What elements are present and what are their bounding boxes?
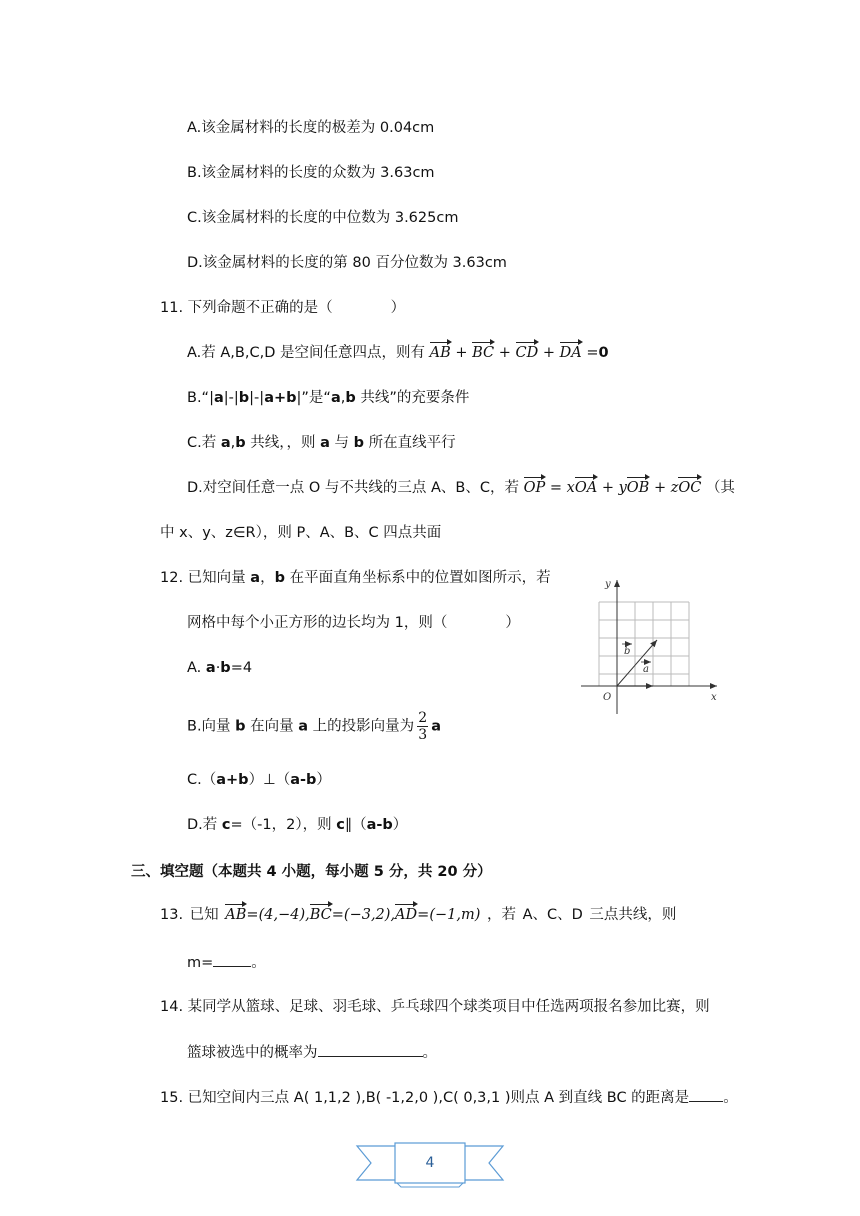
y-axis-label: y <box>605 579 611 590</box>
vector-b: b <box>345 390 356 406</box>
q14-number: 14. <box>160 999 184 1015</box>
q11-stem <box>160 298 405 318</box>
fraction-two-thirds <box>417 710 428 743</box>
vector-a-label: a <box>643 664 649 675</box>
q11-option-a: A.若 A,B,C,D 是空间任意四点，则有 AB + BC + CD + DA =0 <box>187 345 609 361</box>
q11-b-text: B.“| <box>187 390 214 406</box>
q11-option-b <box>187 388 469 408</box>
q10-option-b: B.该金属材料的长度的众数为 3.63cm <box>187 165 435 181</box>
q11-option-d-line2: 中 x、y、z∈R），则 P、A、B、C 四点共面 <box>160 525 442 541</box>
q12-c-text: C.（ <box>187 772 217 788</box>
q12-b-text: B.向量 <box>187 718 236 735</box>
q15-answer-blank[interactable] <box>689 1087 723 1102</box>
fraction-numerator: 2 <box>418 710 428 726</box>
q12-option-c <box>187 770 331 790</box>
vector-oc: OC <box>678 480 702 496</box>
q13-answer-blank[interactable] <box>213 952 251 967</box>
q11-b-comma: , <box>340 390 346 406</box>
vector-grid-figure <box>575 574 725 719</box>
q11-c-text: C.若 <box>187 435 221 451</box>
vector-a-plus-b: a+b <box>216 772 249 788</box>
q12-a-text: =4 <box>230 660 253 676</box>
q13-line2 <box>187 952 266 973</box>
vector-ab: AB <box>225 907 247 923</box>
vector-b: b <box>235 435 246 451</box>
q11-b-text: |-| <box>223 390 239 406</box>
q11-number: 11. <box>160 300 184 316</box>
dot-operator: · <box>215 660 221 676</box>
q13-var-m: m <box>460 907 475 923</box>
vector-a-minus-b: a-b <box>366 817 393 833</box>
q15-number: 15. <box>160 1090 184 1106</box>
vector-cd: CD <box>515 345 539 361</box>
section3-heading: 三、填空题（本题共 4 小题，每小题 5 分，共 20 分） <box>131 864 492 880</box>
q14-answer-blank[interactable] <box>318 1042 423 1057</box>
vector-op: OP <box>523 480 546 496</box>
vector-c: c <box>336 817 345 833</box>
q11-a-prefix: A.若 A,B,C,D 是空间任意四点，则有 <box>187 345 425 361</box>
q12-d-text: ） <box>392 817 408 833</box>
q14-answer-prefix: 篮球被选中的概率为 <box>187 1045 318 1061</box>
q14-answer-suffix: 。 <box>422 1045 437 1061</box>
vector-a: a <box>250 570 261 586</box>
q13-number: 13. <box>160 907 184 923</box>
vector-bc: BC <box>472 345 495 361</box>
q12-option-b <box>187 710 441 743</box>
q13-val-ab: (4,−4) <box>258 907 306 923</box>
q12-b-text: 上的投影向量为 <box>308 718 415 735</box>
q11-d-prefix: D.对空间任意一点 O 与不共线的三点 A、B、C，若 <box>187 480 520 496</box>
q13-val-bc: (−3,2) <box>343 907 391 923</box>
fraction-denominator: 3 <box>418 727 428 743</box>
q10-option-c: C.该金属材料的长度的中位数为 3.625cm <box>187 210 459 226</box>
q12-option-d <box>187 815 407 835</box>
vector-oa: OA <box>574 480 598 496</box>
q11-option-d: D.对空间任意一点 O 与不共线的三点 A、B、C，若 OP = xOA + yOB + zOC （其 <box>187 480 735 496</box>
q12-stem-text: 已知向量 <box>187 570 251 586</box>
origin-label: O <box>603 692 612 703</box>
q12-d-text: =（-1，2），则 <box>230 817 337 833</box>
q11-c-text: 与 <box>329 435 354 451</box>
vector-ob: OB <box>626 480 650 496</box>
vector-a: a <box>205 660 216 676</box>
q12-c-text: ） <box>316 772 331 788</box>
q11-c-text: 所在直线平行 <box>364 435 456 451</box>
q14-text: 某同学从篮球、足球、羽毛球、乒乓球四个球类项目中任选两项报名参加比赛，则 <box>187 999 710 1015</box>
vector-a: a <box>330 390 341 406</box>
q12-b-text: 在向量 <box>245 718 299 735</box>
vector-b: b <box>238 390 250 406</box>
vector-a-minus-b: a-b <box>290 772 317 788</box>
q12-option-a <box>187 658 252 678</box>
q12-stem-text: 在平面直角坐标系中的位置如图所示，若 <box>284 570 551 586</box>
vector-b-label: b <box>624 646 631 657</box>
vector-a: a <box>213 390 224 406</box>
q11-stem-text: 下列命题不正确的是（ ） <box>187 300 406 316</box>
q11-c-text: 共线，，则 <box>245 435 321 451</box>
coef-z: z <box>670 480 679 496</box>
q11-d-suffix: （其 <box>705 480 735 496</box>
q10-option-a: A.该金属材料的长度的极差为 0.04cm <box>187 120 435 136</box>
vector-b-arrow <box>617 640 657 686</box>
q14-line2 <box>187 1042 437 1063</box>
vector-bc: BC <box>309 907 332 923</box>
q12-d-text: D.若 <box>187 817 222 833</box>
q12-stem <box>160 568 551 588</box>
vector-ad: AD <box>395 907 418 923</box>
q13-stem: 13. 已知 AB=(4,−4),BC=(−3,2),AD=(−1,m) ，若 A、C、D 三点共线，则 <box>160 907 677 923</box>
coef-x: x <box>566 480 575 496</box>
vector-a: a <box>220 435 231 451</box>
q13-prefix: 已知 <box>189 907 219 923</box>
q10-option-d: D.该金属材料的长度的第 80 百分位数为 3.63cm <box>187 255 507 271</box>
zero-vector: 0 <box>598 345 609 361</box>
vector-b: b <box>220 660 231 676</box>
q12-stem-text: ， <box>260 570 275 586</box>
vector-a-plus-b: a+b <box>264 390 297 406</box>
q11-b-text: 共线”的充要条件 <box>355 390 470 406</box>
coef-y: y <box>618 480 627 496</box>
q13-answer-suffix: 。 <box>251 955 266 971</box>
q15-answer-suffix: 。 <box>723 1090 738 1106</box>
vector-ab: AB <box>429 345 451 361</box>
q11-b-text: |”是“ <box>296 390 331 406</box>
q13-answer-prefix: m= <box>187 955 214 971</box>
q13-suffix: ，若 A、C、D 三点共线，则 <box>487 907 677 923</box>
page-footer <box>355 1140 505 1190</box>
q11-option-c <box>187 433 456 453</box>
vector-a: a <box>320 435 330 451</box>
q12-number: 12. <box>160 570 184 586</box>
vector-b: b <box>353 435 365 451</box>
vector-b: b <box>235 718 246 735</box>
q13-close-paren: ) <box>474 907 481 923</box>
page-number: 4 <box>425 1155 435 1171</box>
q15-stem <box>160 1087 738 1108</box>
q13-val-ad: (−1, <box>429 907 461 923</box>
perpendicular-symbol: ）⊥（ <box>248 772 291 788</box>
vector-da: DA <box>559 345 582 361</box>
vector-c: c <box>221 817 231 833</box>
q14-stem <box>160 997 710 1017</box>
vector-a: a <box>298 718 309 735</box>
q12-stem-line2: 网格中每个小正方形的边长均为 1，则（ ） <box>187 615 520 631</box>
vector-a: a <box>431 718 441 735</box>
q12-a-text: A. <box>187 660 206 676</box>
q15-text: 已知空间内三点 A( 1,1,2 ),B( -1,2,0 ),C( 0,3,1 )则点 A 到直线 BC 的距离是 <box>187 1090 690 1106</box>
q11-b-text: |-| <box>249 390 265 406</box>
vector-b: b <box>274 570 285 586</box>
x-axis-label: x <box>711 692 717 703</box>
q11-c-comma: , <box>230 435 236 451</box>
parallel-symbol: ∥（ <box>344 817 367 833</box>
